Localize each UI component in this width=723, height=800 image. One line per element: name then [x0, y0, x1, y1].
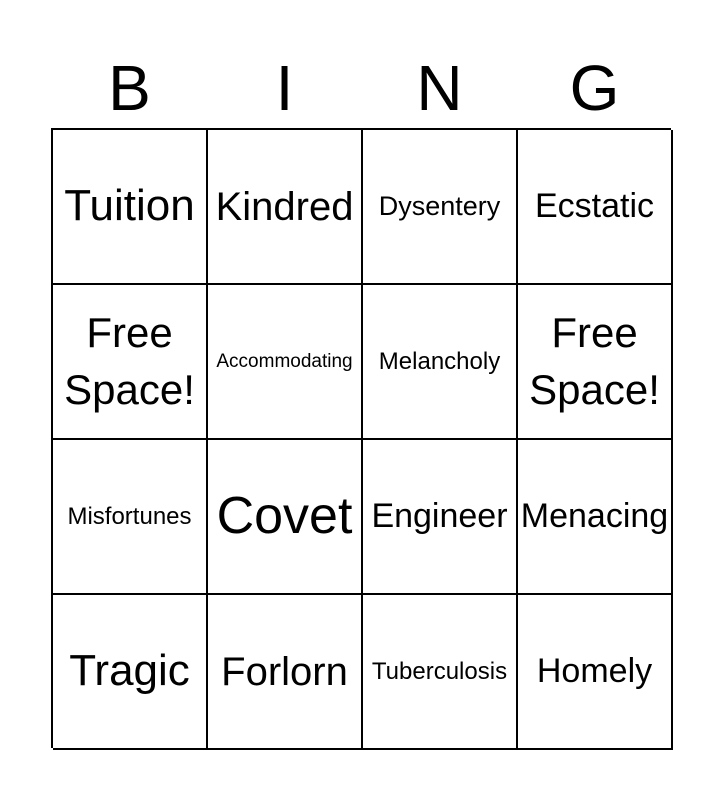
header-letter-b: B — [108, 52, 151, 124]
cell-word: Tuberculosis — [371, 657, 508, 685]
cell-word: Tuition — [64, 181, 195, 231]
cell-word: Free Space! — [529, 308, 660, 413]
cell-word: Forlorn — [221, 649, 348, 694]
bingo-cell[interactable] — [208, 440, 363, 595]
bingo-cell[interactable] — [518, 130, 673, 285]
cell-word: Engineer — [371, 496, 508, 535]
bingo-cell[interactable] — [208, 595, 363, 750]
header-letter-i: I — [275, 52, 294, 124]
bingo-cell[interactable] — [53, 440, 208, 595]
cell-word: Covet — [216, 486, 353, 545]
free-space-cell[interactable] — [53, 285, 208, 440]
bingo-cell[interactable] — [208, 130, 363, 285]
cell-word: Melancholy — [378, 347, 501, 375]
cell-word: Accommodating — [216, 350, 353, 372]
bingo-cell[interactable] — [363, 440, 518, 595]
cell-word: Menacing — [520, 496, 669, 535]
bingo-cell[interactable] — [363, 595, 518, 750]
cell-word: Dysentery — [378, 190, 501, 221]
bingo-cell[interactable] — [208, 285, 363, 440]
cell-word: Kindred — [215, 184, 354, 229]
bingo-cell[interactable] — [518, 595, 673, 750]
free-space-cell[interactable] — [518, 285, 673, 440]
header-letter-g: G — [569, 52, 620, 124]
cell-word: Tragic — [69, 646, 190, 696]
bingo-cell[interactable] — [53, 130, 208, 285]
bingo-board — [51, 128, 671, 748]
bingo-cell[interactable] — [363, 285, 518, 440]
cell-word: Homely — [536, 651, 653, 690]
cell-word: Misfortunes — [67, 502, 192, 530]
bingo-cell[interactable] — [518, 440, 673, 595]
header-letter-n: N — [416, 52, 463, 124]
cell-word: Free Space! — [64, 308, 195, 413]
bingo-header — [52, 50, 672, 126]
bingo-cell[interactable] — [53, 595, 208, 750]
bingo-cell[interactable] — [363, 130, 518, 285]
cell-word: Ecstatic — [534, 186, 655, 225]
